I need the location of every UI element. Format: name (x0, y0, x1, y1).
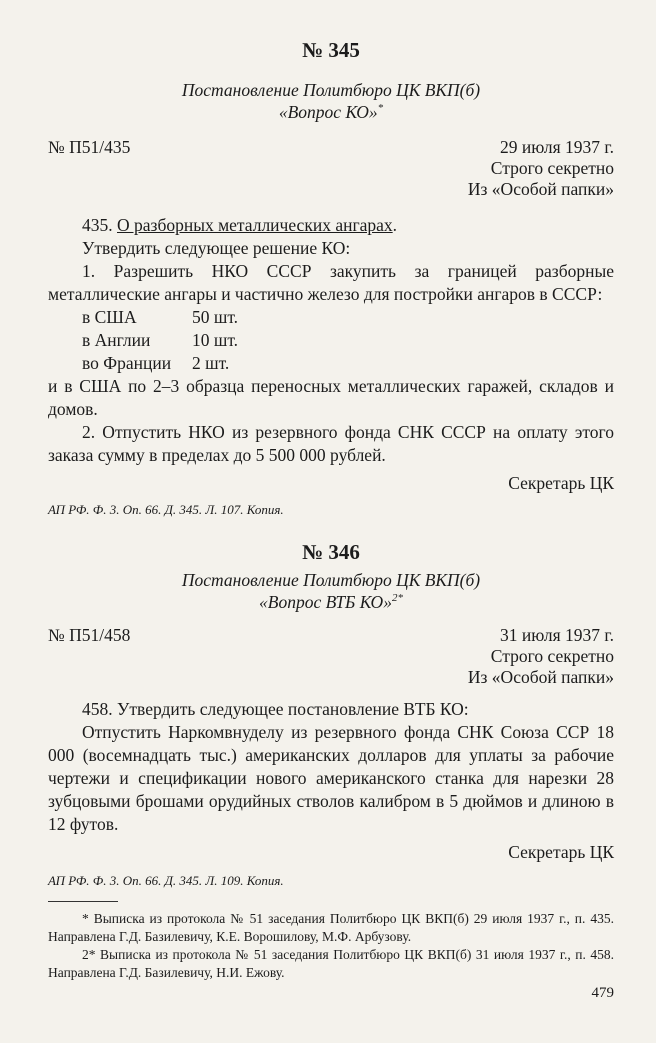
country: во Франции (82, 353, 172, 373)
table-row (82, 306, 614, 329)
doc-345-signature: Секретарь ЦК (508, 473, 614, 493)
doc-346-title-line2 (48, 591, 614, 613)
footnote-1 (48, 910, 614, 946)
footnote-mark: * (377, 102, 384, 115)
doc-345-ref-row (48, 137, 614, 158)
footnote-mark: 2* (391, 592, 403, 605)
doc-346-date: 31 июля 1937 г. (500, 625, 614, 645)
item-title-end: . (392, 215, 398, 235)
doc-345-purchase-table (82, 306, 614, 375)
doc-345-ref: № П51/435 (48, 137, 131, 157)
doc-346-title-line1: Постановление Политбюро ЦК ВКП(б) (181, 570, 481, 590)
doc-346-ref: № П51/458 (48, 625, 131, 645)
country: в Англии (82, 330, 151, 350)
page-number: 479 (591, 985, 614, 1001)
item-title: О разборных металлических ангарах (117, 215, 393, 235)
doc-346-para1: 458. Утвердить следующее постановление ВТБ КО: (82, 699, 469, 719)
doc-345-secrecy: Строго секретно (490, 158, 614, 178)
country: в США (82, 307, 137, 327)
footnote-divider (48, 901, 118, 902)
page (48, 0, 614, 982)
doc-345-para3: и в США по 2–3 образца переносных металлических гаражей, складов и домов. (48, 376, 614, 419)
doc-346-title (48, 569, 614, 613)
table-row (82, 352, 614, 375)
footnote-text: Выписка из протокола № 51 заседания Политбюро ЦК ВКП(б) 29 июля 1937 г., п. 435. Направлена Г.Д. Базилевичу, К.Е. Ворошилову, М.Ф. Арбузову. (48, 911, 614, 944)
quantity: 2 шт. (192, 353, 230, 373)
doc-345-title-line2 (48, 101, 614, 123)
item-number: 435. (82, 215, 113, 235)
quantity: 50 шт. (192, 307, 239, 327)
footnote-text: Выписка из протокола № 51 заседания Политбюро ЦК ВКП(б) 31 июля 1937 г., п. 458. Направлена Г.Д. Базилевичу, Н.И. Ежову. (48, 947, 614, 980)
footnote-mark: 2* (82, 947, 96, 962)
doc-346-title-text: «Вопрос ВТБ КО» (259, 592, 392, 612)
doc-345-source: АП РФ. Ф. 3. Оп. 66. Д. 345. Л. 107. Копия. (48, 502, 284, 517)
doc-345-title-line1: Постановление Политбюро ЦК ВКП(б) (181, 80, 481, 100)
doc-345-para2: 1. Разрешить НКО СССР закупить за границей разборные металлические ангары и частично железо для постройки ангаров в СССР: (48, 261, 614, 304)
doc-346-secrecy: Строго секретно (490, 646, 614, 666)
doc-345-number: № 345 (302, 38, 360, 62)
doc-345-para4: 2. Отпустить НКО из резервного фонда СНК СССР на оплату этого заказа сумму в пределах до 5 500 000 рублей. (48, 422, 614, 465)
table-row (82, 329, 614, 352)
doc-346-source: АП РФ. Ф. 3. Оп. 66. Д. 345. Л. 109. Копия. (48, 873, 284, 888)
doc-345-folder: Из «Особой папки» (467, 179, 614, 199)
doc-346-para2: Отпустить Наркомвнуделу из резервного фонда СНК Союза ССР 18 000 (восемнадцать тыс.) американских долларов для уплаты за рабочие чертежи и спецификации нового американского станка для нарезки 28 зубцовыми брошами орудийных стволов калибром в 5 дюймов и длиною в 12 футов. (48, 722, 614, 834)
footnote-mark: * (82, 911, 89, 926)
quantity: 10 шт. (192, 330, 239, 350)
doc-346-number: № 346 (302, 540, 360, 564)
doc-345-title-text: «Вопрос КО» (278, 102, 378, 122)
doc-345-para1: Утвердить следующее решение КО: (82, 238, 351, 258)
doc-345-item-heading (48, 214, 614, 237)
doc-345-title (48, 79, 614, 123)
doc-346-signature: Секретарь ЦК (508, 842, 614, 862)
footnote-2 (48, 946, 614, 982)
doc-346-folder: Из «Особой папки» (467, 667, 614, 687)
doc-345-date: 29 июля 1937 г. (500, 137, 614, 157)
doc-346-ref-row (48, 625, 614, 646)
